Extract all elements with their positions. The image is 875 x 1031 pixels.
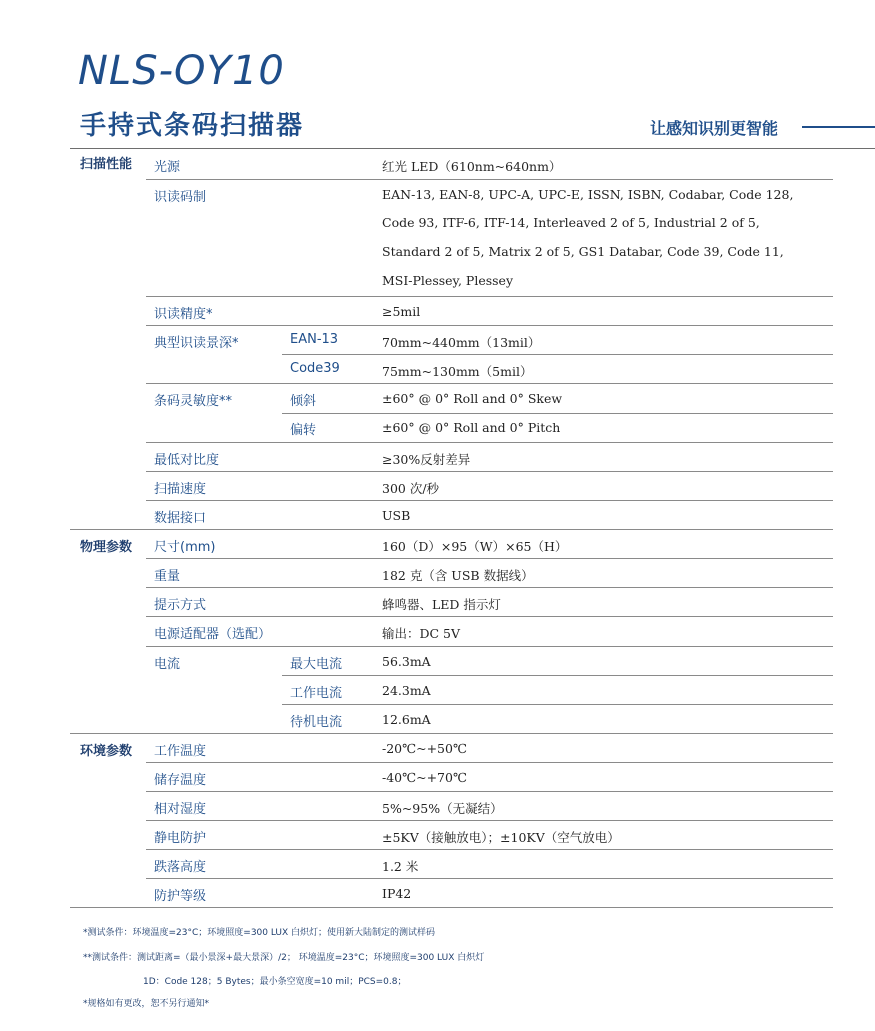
- row-separator: [146, 558, 833, 559]
- row-separator: [146, 471, 833, 472]
- value-sensitivity-pitch: ±60° @ 0° Roll and 0° Pitch: [382, 420, 561, 435]
- row-separator: [146, 878, 833, 879]
- label-speed: 扫描速度: [154, 482, 207, 497]
- sub-sensitivity-skew: 倾斜: [290, 394, 317, 409]
- slogan: 让感知识别更智能: [650, 119, 779, 138]
- row-separator: [146, 587, 833, 588]
- footnote-2: **测试条件：测试距离=（最小景深+最大景深）/2； 环境温度=23°C；环境照度=300 LUX 白炽灯: [83, 953, 485, 963]
- table-bottom-rule: [70, 907, 833, 908]
- value-storage-temp: -40℃~+70℃: [382, 770, 467, 785]
- label-current: 电流: [154, 657, 181, 672]
- sub-current-working: 工作电流: [290, 686, 343, 701]
- top-rule: [70, 148, 875, 149]
- sub-sensitivity-pitch: 偏转: [290, 423, 317, 438]
- row-separator: [282, 413, 833, 414]
- section-scan: 扫描性能: [80, 157, 133, 172]
- label-weight: 重量: [154, 569, 181, 584]
- label-interface: 数据接口: [154, 511, 207, 526]
- value-esd: ±5KV（接触放电）；±10KV（空气放电）: [382, 830, 620, 845]
- label-esd: 静电防护: [154, 831, 207, 846]
- label-humidity: 相对湿度: [154, 802, 207, 817]
- value-symbologies-line3: Standard 2 of 5, Matrix 2 of 5, GS1 Databar, Code 39, Code 11,: [382, 244, 784, 259]
- model-name: NLS-OY10: [78, 48, 285, 94]
- label-storage-temp: 储存温度: [154, 773, 207, 788]
- value-interface: USB: [382, 508, 411, 523]
- value-adapter: 输出：DC 5V: [382, 626, 461, 641]
- label-contrast: 最低对比度: [154, 453, 220, 468]
- row-separator: [282, 675, 833, 676]
- value-humidity: 5%~95%（无凝结）: [382, 801, 503, 816]
- value-dimensions: 160（D）×95（W）×65（H）: [382, 539, 568, 554]
- footnote-3: 1D：Code 128；5 Bytes；最小条空宽度=10 mil；PCS=0.8；: [143, 977, 407, 987]
- row-separator: [146, 383, 833, 384]
- sub-current-standby: 待机电流: [290, 715, 343, 730]
- section-separator: [70, 529, 833, 530]
- value-dof-code39: 75mm~130mm（5mil）: [382, 364, 533, 379]
- label-indication: 提示方式: [154, 598, 207, 613]
- row-separator: [282, 354, 833, 355]
- label-drop: 跌落高度: [154, 860, 207, 875]
- value-current-working: 24.3mA: [382, 683, 431, 698]
- value-symbologies-line2: Code 93, ITF-6, ITF-14, Interleaved 2 of 5, Industrial 2 of 5,: [382, 215, 760, 230]
- sub-current-max: 最大电流: [290, 657, 343, 672]
- value-weight: 182 克（含 USB 数据线）: [382, 568, 534, 583]
- value-symbologies-line4: MSI-Plessey, Plessey: [382, 273, 513, 288]
- label-adapter: 电源适配器（选配）: [154, 627, 272, 642]
- row-separator: [146, 646, 833, 647]
- sub-dof-ean13: EAN-13: [290, 332, 339, 347]
- value-indication: 蜂鸣器、LED 指示灯: [382, 597, 501, 612]
- value-sensitivity-skew: ±60° @ 0° Roll and 0° Skew: [382, 391, 563, 406]
- value-current-standby: 12.6mA: [382, 712, 431, 727]
- value-light-source: 红光 LED（610nm~640nm）: [382, 159, 562, 174]
- label-dimensions: 尺寸(mm): [154, 540, 216, 555]
- value-drop: 1.2 米: [382, 859, 419, 874]
- row-separator: [146, 325, 833, 326]
- label-light-source: 光源: [154, 160, 181, 175]
- label-resolution: 识读精度*: [154, 307, 213, 322]
- footnote-4: *规格如有更改，恕不另行通知*: [83, 999, 210, 1009]
- row-separator: [146, 791, 833, 792]
- label-symbologies: 识读码制: [154, 190, 207, 205]
- section-environment: 环境参数: [80, 744, 133, 759]
- value-contrast: ≥30%反射差异: [382, 452, 471, 467]
- label-op-temp: 工作温度: [154, 744, 207, 759]
- footnote-1: *测试条件：环境温度=23°C；环境照度=300 LUX 白炽灯；使用新大陆制定的测试样码: [83, 928, 436, 938]
- value-dof-ean13: 70mm~440mm（13mil）: [382, 335, 541, 350]
- section-separator: [70, 733, 833, 734]
- row-separator: [146, 500, 833, 501]
- slogan-line: [802, 126, 875, 128]
- row-separator: [282, 704, 833, 705]
- label-sealing: 防护等级: [154, 889, 207, 904]
- row-separator: [146, 820, 833, 821]
- value-symbologies-line1: EAN-13, EAN-8, UPC-A, UPC-E, ISSN, ISBN, Codabar, Code 128,: [382, 187, 794, 202]
- sub-dof-code39: Code39: [290, 361, 340, 376]
- label-sensitivity: 条码灵敏度**: [154, 394, 233, 409]
- row-separator: [146, 296, 833, 297]
- row-separator: [146, 616, 833, 617]
- value-speed: 300 次/秒: [382, 481, 440, 496]
- product-title: 手持式条码扫描器: [80, 111, 305, 141]
- row-separator: [146, 442, 833, 443]
- value-current-max: 56.3mA: [382, 654, 431, 669]
- row-separator: [146, 849, 833, 850]
- value-op-temp: -20℃~+50℃: [382, 741, 467, 756]
- value-sealing: IP42: [382, 886, 412, 901]
- section-physical: 物理参数: [80, 540, 133, 555]
- row-separator: [146, 179, 833, 180]
- row-separator: [146, 762, 833, 763]
- label-dof: 典型识读景深*: [154, 336, 239, 351]
- value-resolution: ≥5mil: [382, 304, 421, 319]
